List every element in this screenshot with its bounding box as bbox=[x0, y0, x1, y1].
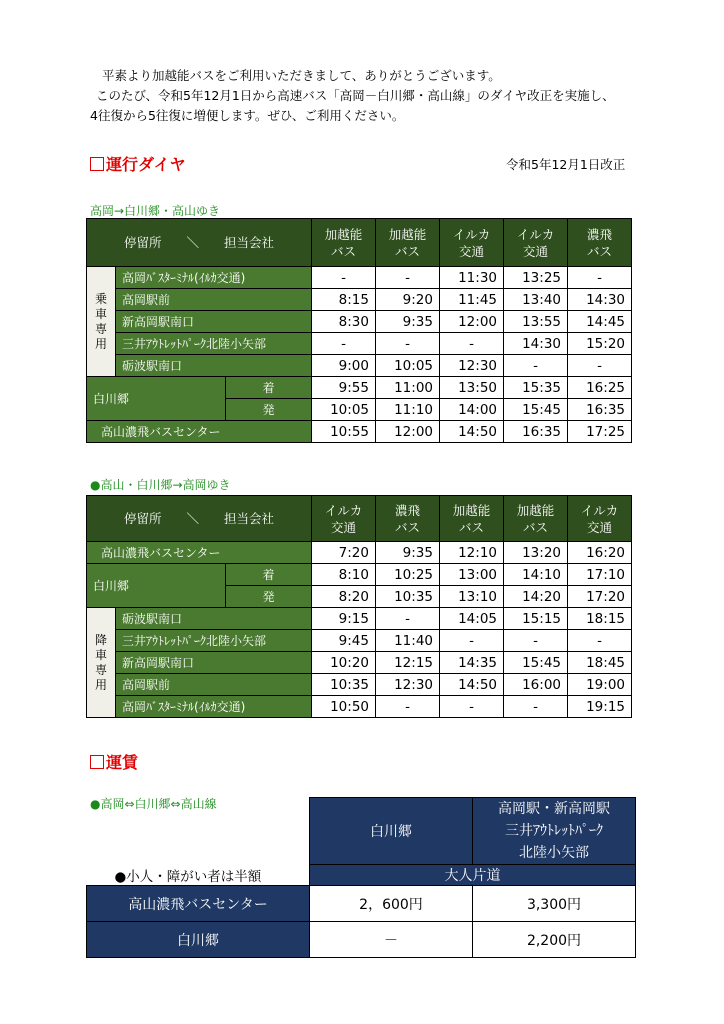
time-cell: 15:45 bbox=[504, 652, 568, 674]
fare-col-takaoka: 高岡駅・新高岡駅 三井ｱｳﾄﾚｯﾄﾊﾟｰｸ 北陸小矢部 bbox=[473, 798, 636, 865]
time-cell: 10:35 bbox=[376, 586, 440, 608]
time-cell: 14:35 bbox=[440, 652, 504, 674]
time-cell: 19:15 bbox=[568, 696, 632, 718]
fare-row-label: 高山濃飛バスセンター bbox=[87, 886, 310, 922]
time-cell: 9:55 bbox=[312, 377, 376, 399]
time-cell: 13:50 bbox=[440, 377, 504, 399]
time-cell: - bbox=[504, 696, 568, 718]
timetable-title: 運行ダイヤ bbox=[106, 155, 186, 174]
time-cell: 8:10 bbox=[312, 564, 376, 586]
stop-name: 三井ｱｳﾄﾚｯﾄﾊﾟｰｸ北陸小矢部 bbox=[116, 630, 312, 652]
time-cell: 10:25 bbox=[376, 564, 440, 586]
time-cell: 9:45 bbox=[312, 630, 376, 652]
alighting-only-label: 降 車 専 用 bbox=[87, 608, 116, 718]
time-cell: 11:30 bbox=[440, 267, 504, 289]
company-header: 濃飛 バス bbox=[568, 219, 632, 267]
time-cell: 10:05 bbox=[312, 399, 376, 421]
time-cell: 8:30 bbox=[312, 311, 376, 333]
outbound-timetable bbox=[86, 218, 632, 443]
time-cell: 12:30 bbox=[440, 355, 504, 377]
checkbox-square-icon bbox=[90, 755, 104, 769]
time-cell: 11:10 bbox=[376, 399, 440, 421]
company-header: 加越能 バス bbox=[312, 219, 376, 267]
time-cell: 14:45 bbox=[568, 311, 632, 333]
time-cell: 10:05 bbox=[376, 355, 440, 377]
time-cell: 15:15 bbox=[504, 608, 568, 630]
time-cell: 18:15 bbox=[568, 608, 632, 630]
depart-label: 発 bbox=[226, 586, 312, 608]
stop-name: 高岡ﾊﾞｽﾀｰﾐﾅﾙ(ｲﾙｶ交通) bbox=[116, 267, 312, 289]
time-cell: 12:30 bbox=[376, 674, 440, 696]
fare-value: 3,300円 bbox=[473, 886, 636, 922]
time-cell: 9:00 bbox=[312, 355, 376, 377]
time-cell: 10:35 bbox=[312, 674, 376, 696]
time-cell: 16:00 bbox=[504, 674, 568, 696]
outbound-label: 高岡→白川郷・高山ゆき bbox=[90, 204, 221, 218]
company-header: イルカ 交通 bbox=[568, 496, 632, 542]
stop-name-shirakawago: 白川郷 bbox=[87, 564, 226, 608]
fare-heading bbox=[90, 750, 138, 773]
time-cell: 13:55 bbox=[504, 311, 568, 333]
time-cell: 14:30 bbox=[504, 333, 568, 355]
time-cell: 17:10 bbox=[568, 564, 632, 586]
depart-label: 発 bbox=[226, 399, 312, 421]
time-cell: - bbox=[440, 333, 504, 355]
company-header: イルカ 交通 bbox=[504, 219, 568, 267]
time-cell: 14:50 bbox=[440, 674, 504, 696]
time-cell: 10:20 bbox=[312, 652, 376, 674]
intro-line: 4往復から5往復に増便します。ぜひ、ご利用ください。 bbox=[90, 108, 405, 123]
time-cell: 13:40 bbox=[504, 289, 568, 311]
inbound-label: ●高山・白川郷→高岡ゆき bbox=[90, 478, 231, 492]
fare-value: 2,200円 bbox=[473, 922, 636, 958]
inbound-timetable bbox=[86, 495, 632, 718]
fare-table bbox=[86, 797, 636, 958]
fare-title: 運賃 bbox=[106, 753, 139, 772]
stop-name: 高山濃飛バスセンター bbox=[87, 542, 312, 564]
stop-name: 新高岡駅南口 bbox=[116, 311, 312, 333]
time-cell: 16:35 bbox=[568, 399, 632, 421]
fare-col-shirakawago: 白川郷 bbox=[310, 798, 473, 865]
time-cell: 14:50 bbox=[440, 421, 504, 443]
company-header: イルカ 交通 bbox=[312, 496, 376, 542]
time-cell: 11:45 bbox=[440, 289, 504, 311]
time-cell: - bbox=[440, 630, 504, 652]
time-cell: 9:15 bbox=[312, 608, 376, 630]
stop-name-shirakawago: 白川郷 bbox=[87, 377, 226, 421]
time-cell: - bbox=[312, 333, 376, 355]
time-cell: 9:35 bbox=[376, 311, 440, 333]
time-cell: - bbox=[376, 608, 440, 630]
time-cell: 14:05 bbox=[440, 608, 504, 630]
stop-name: 高岡ﾊﾞｽﾀｰﾐﾅﾙ(ｲﾙｶ交通) bbox=[116, 696, 312, 718]
fare-row-label: 白川郷 bbox=[87, 922, 310, 958]
adult-one-way-header: 大人片道 bbox=[310, 865, 636, 886]
time-cell: 13:25 bbox=[504, 267, 568, 289]
time-cell: 14:00 bbox=[440, 399, 504, 421]
stop-name: 高岡駅前 bbox=[116, 289, 312, 311]
time-cell: 15:35 bbox=[504, 377, 568, 399]
child-fare-note: ●小人・障がい者は半額 bbox=[114, 868, 262, 885]
time-cell: - bbox=[568, 355, 632, 377]
fare-value: － bbox=[310, 922, 473, 958]
time-cell: 12:00 bbox=[440, 311, 504, 333]
fare-value: 2，600円 bbox=[310, 886, 473, 922]
time-cell: 12:10 bbox=[440, 542, 504, 564]
time-cell: 18:45 bbox=[568, 652, 632, 674]
time-cell: 9:35 bbox=[376, 542, 440, 564]
time-cell: 7:20 bbox=[312, 542, 376, 564]
time-cell: - bbox=[312, 267, 376, 289]
time-cell: - bbox=[504, 355, 568, 377]
time-cell: 13:20 bbox=[504, 542, 568, 564]
arrive-label: 着 bbox=[226, 377, 312, 399]
time-cell: 8:15 bbox=[312, 289, 376, 311]
company-header: 加越能 バス bbox=[376, 219, 440, 267]
stop-name: 三井ｱｳﾄﾚｯﾄﾊﾟｰｸ北陸小矢部 bbox=[116, 333, 312, 355]
stop-name: 高山濃飛バスセンター bbox=[87, 421, 312, 443]
time-cell: 15:20 bbox=[568, 333, 632, 355]
boarding-only-label: 乗 車 専 用 bbox=[87, 267, 116, 377]
time-cell: 15:45 bbox=[504, 399, 568, 421]
stop-name: 新高岡駅南口 bbox=[116, 652, 312, 674]
header-stop-company: 停留所 ＼ 担当会社 bbox=[87, 496, 312, 542]
time-cell: - bbox=[568, 267, 632, 289]
time-cell: - bbox=[504, 630, 568, 652]
time-cell: 11:00 bbox=[376, 377, 440, 399]
time-cell: 16:25 bbox=[568, 377, 632, 399]
time-cell: 11:40 bbox=[376, 630, 440, 652]
intro-line: 平素より加越能バスをご利用いただきまして、ありがとうございます。 bbox=[102, 68, 501, 83]
time-cell: 14:10 bbox=[504, 564, 568, 586]
header-stop-company: 停留所 ＼ 担当会社 bbox=[87, 219, 312, 267]
time-cell: - bbox=[440, 696, 504, 718]
company-header: 加越能 バス bbox=[440, 496, 504, 542]
time-cell: 13:10 bbox=[440, 586, 504, 608]
time-cell: 9:20 bbox=[376, 289, 440, 311]
time-cell: 13:00 bbox=[440, 564, 504, 586]
time-cell: 10:55 bbox=[312, 421, 376, 443]
time-cell: 8:20 bbox=[312, 586, 376, 608]
checkbox-square-icon bbox=[90, 157, 104, 171]
intro-line: このたび、令和5年12月1日から高速バス「高岡－白川郷・高山線」のダイヤ改正を実施し、 bbox=[96, 88, 615, 103]
time-cell: 14:30 bbox=[568, 289, 632, 311]
time-cell: 14:20 bbox=[504, 586, 568, 608]
time-cell: 17:20 bbox=[568, 586, 632, 608]
time-cell: 12:00 bbox=[376, 421, 440, 443]
company-header: イルカ 交通 bbox=[440, 219, 504, 267]
time-cell: 10:50 bbox=[312, 696, 376, 718]
stop-name: 砺波駅南口 bbox=[116, 355, 312, 377]
company-header: 濃飛 バス bbox=[376, 496, 440, 542]
stop-name: 砺波駅南口 bbox=[116, 608, 312, 630]
time-cell: - bbox=[376, 696, 440, 718]
stop-name: 高岡駅前 bbox=[116, 674, 312, 696]
time-cell: 16:35 bbox=[504, 421, 568, 443]
fare-route-label: ●高岡⇔白川郷⇔高山線 bbox=[90, 797, 217, 811]
time-cell: - bbox=[568, 630, 632, 652]
company-header: 加越能 バス bbox=[504, 496, 568, 542]
time-cell: - bbox=[376, 267, 440, 289]
intro-text bbox=[90, 66, 615, 126]
arrive-label: 着 bbox=[226, 564, 312, 586]
time-cell: 17:25 bbox=[568, 421, 632, 443]
time-cell: 16:20 bbox=[568, 542, 632, 564]
time-cell: 12:15 bbox=[376, 652, 440, 674]
time-cell: 19:00 bbox=[568, 674, 632, 696]
revision-date: 令和5年12月1日改正 bbox=[506, 157, 626, 172]
time-cell: - bbox=[376, 333, 440, 355]
timetable-heading bbox=[90, 152, 186, 175]
